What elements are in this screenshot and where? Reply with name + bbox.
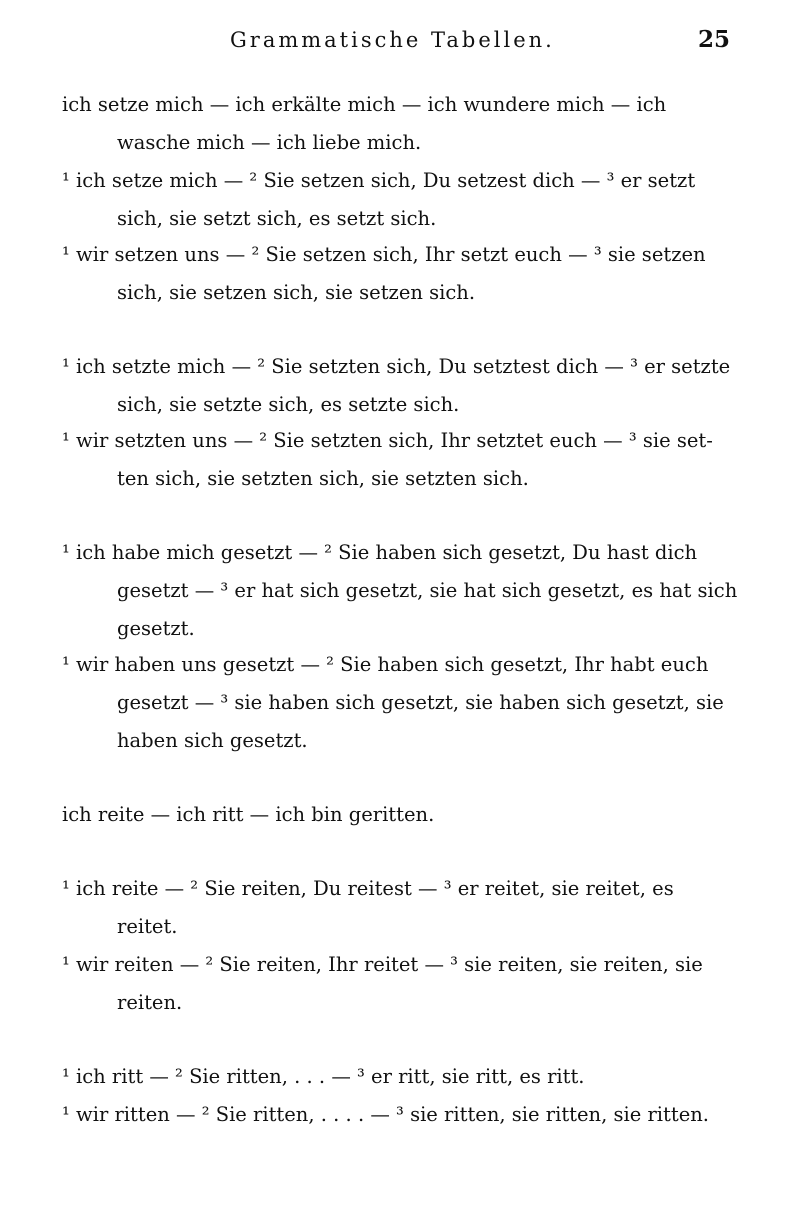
text-line: gesetzt — ³ sie haben sich gesetzt, sie haben sich gesetzt, sie	[117, 691, 724, 714]
text-line: ich reite — ich ritt — ich bin geritten.	[62, 803, 435, 826]
text-line: ¹ wir setzen uns — ² Sie setzen sich, Ihr setzt euch — ³ sie setzen	[62, 243, 706, 266]
text-line: gesetzt.	[117, 617, 195, 640]
text-line: ich setze mich — ich erkälte mich — ich wundere mich — ich	[62, 93, 667, 116]
paragraph-past-singular	[62, 348, 732, 424]
text-line: ¹ ich setze mich — ² Sie setzen sich, Du setzest dich — ³ er setzt	[62, 169, 696, 192]
text-line: ¹ ich setzte mich — ² Sie setzten sich, Du setztest dich — ³ er setzte	[62, 355, 731, 378]
text-line: ¹ ich habe mich gesetzt — ² Sie haben sich gesetzt, Du hast dich	[62, 541, 698, 564]
text-line: haben sich gesetzt.	[117, 729, 308, 752]
text-line: sich, sie setzen sich, sie setzen sich.	[117, 281, 476, 304]
text-line: ¹ wir reiten — ² Sie reiten, Ihr reitet — ³ sie reiten, sie reiten, sie	[62, 953, 703, 976]
paragraph-reiten-present-singular	[62, 870, 732, 946]
paragraph-reflexive-examples	[62, 86, 732, 162]
text-line: ¹ ich ritt — ² Sie ritten, . . . — ³ er ritt, sie ritt, es ritt.	[62, 1065, 585, 1088]
text-line: ¹ ich reite — ² Sie reiten, Du reitest — ³ er reitet, sie reitet, es	[62, 877, 674, 900]
paragraph-perfect-plural	[62, 646, 732, 760]
text-line: wasche mich — ich liebe mich.	[117, 131, 422, 154]
text-line: ten sich, sie setzten sich, sie setzten sich.	[117, 467, 529, 490]
paragraph-present-singular	[62, 162, 732, 238]
text-line: ¹ wir haben uns gesetzt — ² Sie haben sich gesetzt, Ihr habt euch	[62, 653, 709, 676]
text-line: ¹ wir ritten — ² Sie ritten, . . . . — ³ sie ritten, sie ritten, sie ritten.	[62, 1103, 709, 1126]
text-line: gesetzt — ³ er hat sich gesetzt, sie hat sich gesetzt, es hat sich	[117, 579, 738, 602]
text-line: ¹ wir setzten uns — ² Sie setzten sich, Ihr setztet euch — ³ sie set-	[62, 429, 713, 452]
paragraph-past-plural	[62, 422, 732, 498]
paragraph-reiten-principal-parts	[62, 796, 732, 834]
paragraph-reiten-present-plural	[62, 946, 732, 1022]
running-title: Grammatische Tabellen.	[230, 28, 555, 52]
text-line: reiten.	[117, 991, 183, 1014]
page-number: 25	[698, 26, 731, 53]
text-line: reitet.	[117, 915, 178, 938]
text-line: sich, sie setzt sich, es setzt sich.	[117, 207, 437, 230]
paragraph-perfect-singular	[62, 534, 738, 648]
paragraph-present-plural	[62, 236, 732, 312]
paragraph-reiten-past-plural	[62, 1096, 732, 1134]
text-line: sich, sie setzte sich, es setzte sich.	[117, 393, 460, 416]
paragraph-reiten-past-singular	[62, 1058, 732, 1096]
